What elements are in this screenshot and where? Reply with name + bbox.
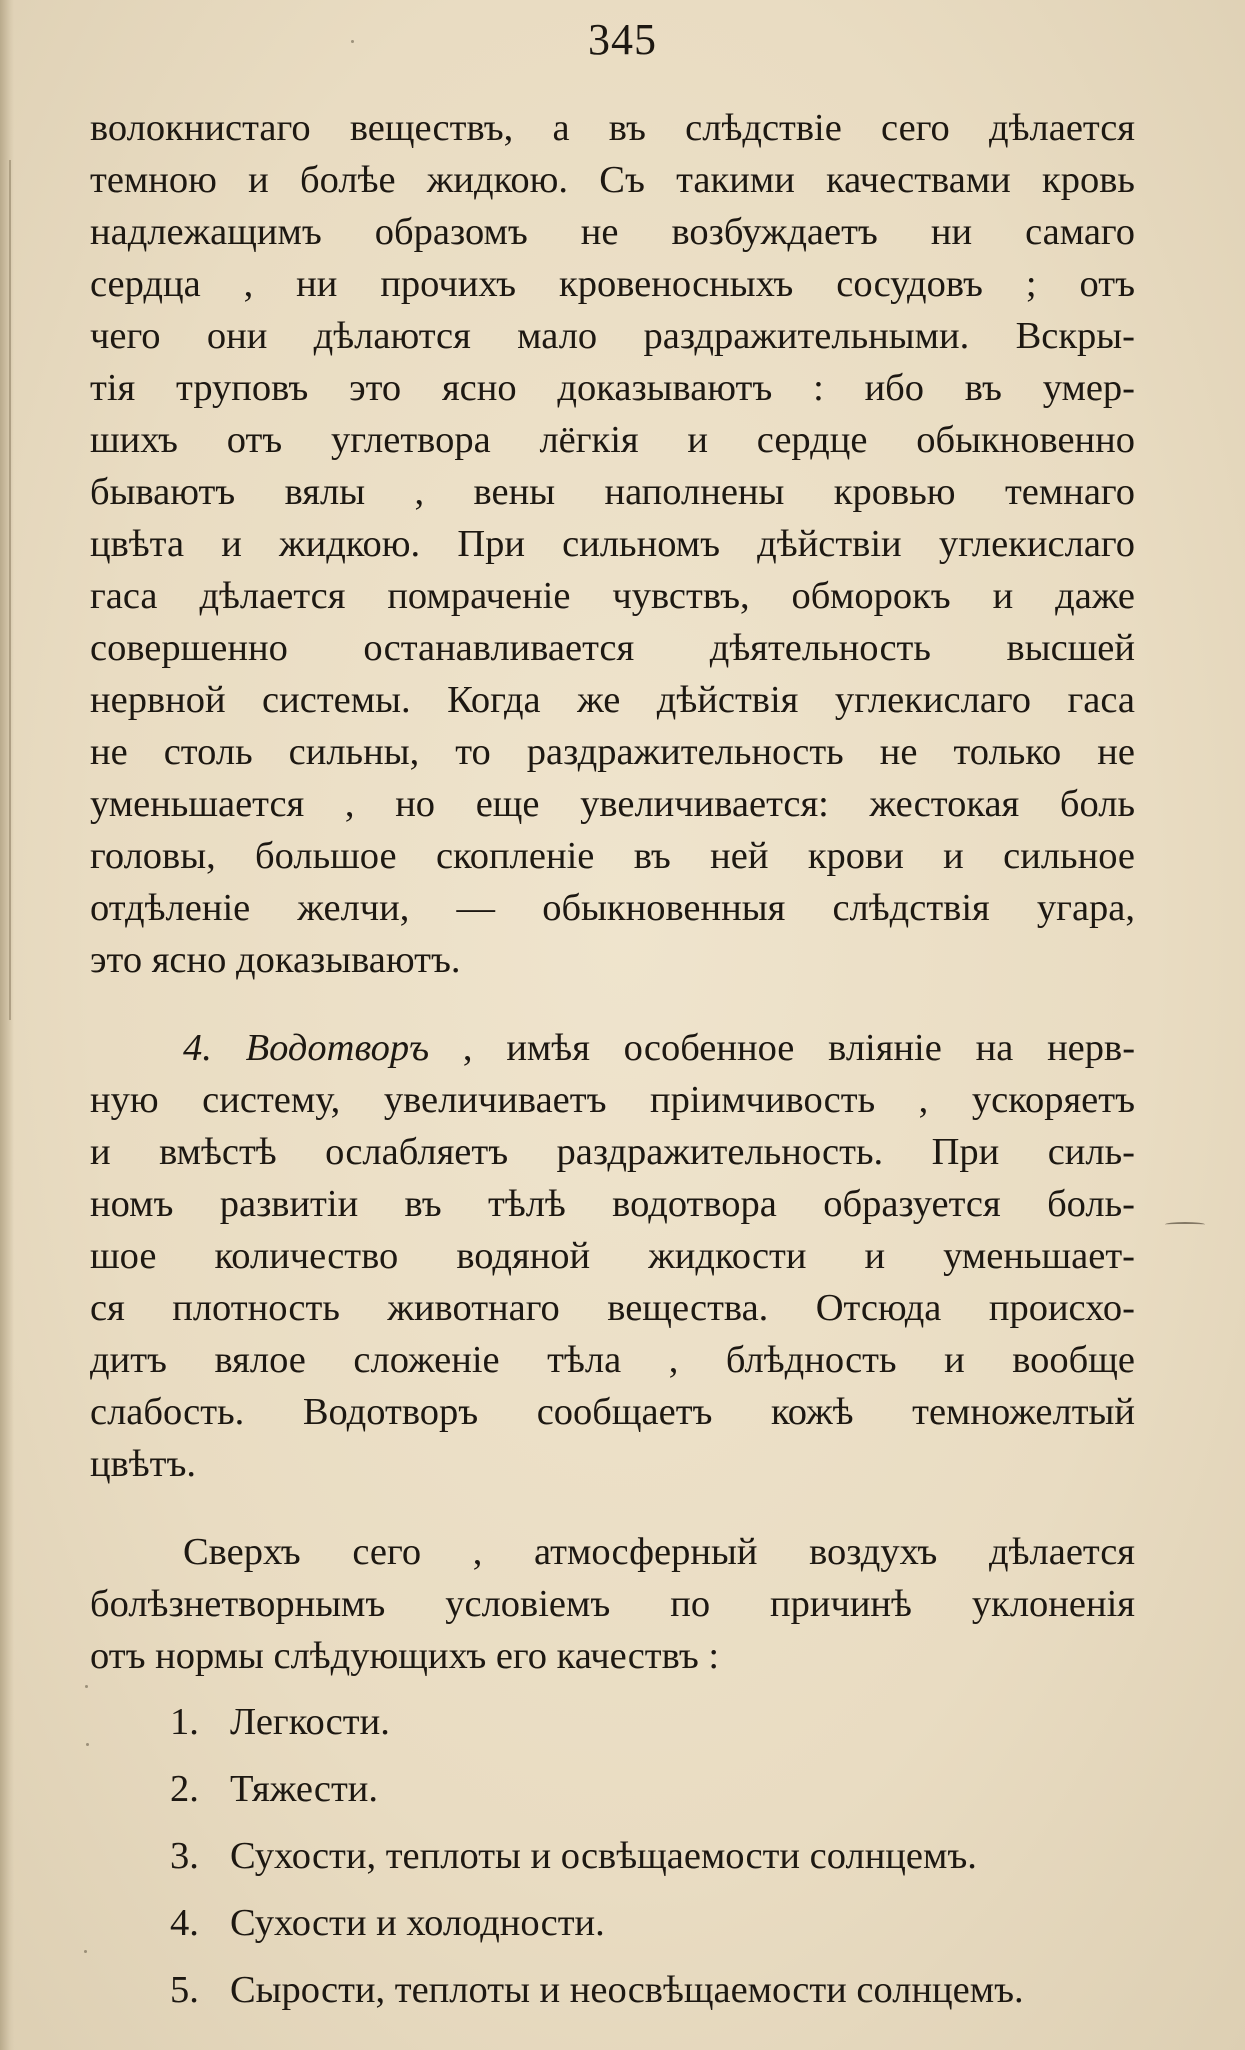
text-line: цвѣта и жидкою. При сильномъ дѣйствіи углекислаго xyxy=(90,523,1135,565)
text-line: болѣзнетворнымъ условіемъ по причинѣ уклоненія xyxy=(90,1583,1135,1625)
text-line: ную систему, увеличиваетъ пріимчивость , ускоряетъ xyxy=(90,1079,1135,1121)
list-number: 5. xyxy=(170,1969,199,2011)
text-line: слабость. Водотворъ сообщаетъ кожѣ темножелтый xyxy=(90,1391,1135,1433)
text-line: уменьшается , но еще увеличивается: жестокая боль xyxy=(90,783,1135,825)
list-number: 1. xyxy=(170,1701,199,1743)
term-vodotvor: Водотворъ xyxy=(245,1027,430,1069)
section-number: 4. xyxy=(183,1027,212,1069)
list-item xyxy=(90,1763,1135,1830)
text-line: отдѣленіе желчи, — обыкновенныя слѣдствія угара, xyxy=(90,887,1135,929)
list-text: Тяжести. xyxy=(230,1768,379,1810)
text-line: бываютъ вялы , вены наполнены кровью темнаго xyxy=(90,471,1135,513)
ink-speck xyxy=(351,40,354,43)
text-line: ся плотность животнаго вещества. Отсюда происхо- xyxy=(90,1287,1135,1329)
text-line: цвѣтъ. xyxy=(90,1443,197,1485)
text-line: дитъ вялое сложеніе тѣла , блѣдность и вообще xyxy=(90,1339,1135,1381)
ink-speck xyxy=(84,1950,87,1953)
text-line: шое количество водяной жидкости и уменьшает- xyxy=(90,1235,1135,1277)
list-item xyxy=(90,1830,1135,1897)
list-number: 3. xyxy=(170,1835,199,1877)
list-item xyxy=(90,1696,1135,1763)
text-line: чего они дѣлаются мало раздражительными. Вскры- xyxy=(90,315,1135,357)
text-line: гаса дѣлается помраченіе чувствъ, обморокъ и даже xyxy=(90,575,1135,617)
text-line: номъ развитіи въ тѣлѣ водотвора образуется боль- xyxy=(90,1183,1135,1225)
list-number: 2. xyxy=(170,1768,199,1810)
text-line: нервной системы. Когда же дѣйствія углекислаго гаса xyxy=(90,679,1135,721)
text-line: шихъ отъ углетвора лёгкія и сердце обыкновенно xyxy=(90,419,1135,461)
qualities-list xyxy=(90,1696,1135,2031)
text-line: отъ нормы слѣдующихъ его качествъ : xyxy=(90,1635,720,1677)
text-line: волокнистаго веществъ, а въ слѣдствіе сего дѣлается xyxy=(90,107,1135,149)
page-edge-line xyxy=(9,160,11,1020)
text-line: совершенно останавливается дѣятельность высшей xyxy=(90,627,1135,669)
list-item xyxy=(90,1897,1135,1964)
text-line: надлежащимъ образомъ не возбуждаетъ ни самаго xyxy=(90,211,1135,253)
text-line: головы, большое скопленіе въ ней крови и сильное xyxy=(90,835,1135,877)
paragraph-3 xyxy=(90,1526,1135,1682)
ink-speck xyxy=(86,1743,89,1746)
list-number: 4. xyxy=(170,1902,199,1944)
ink-speck xyxy=(85,1685,88,1688)
page-binding-edge xyxy=(0,0,14,2050)
list-text: Сухости и холодности. xyxy=(230,1902,605,1944)
text-line: Сверхъ сего , атмосферный воздухъ дѣлается xyxy=(183,1531,1135,1573)
text-line: это ясно доказываютъ. xyxy=(90,939,461,981)
text-fragment: , имѣя особенное вліяніе на нерв- xyxy=(462,1027,1136,1069)
text-line: темною и болѣе жидкою. Съ такими качествами кровь xyxy=(90,159,1135,201)
text-line: не столь сильны, то раздражительность не только не xyxy=(90,731,1135,773)
paragraph-1 xyxy=(90,102,1135,986)
page-body xyxy=(90,102,1135,2031)
list-text: Сухости, теплоты и освѣщаемости солнцемъ. xyxy=(230,1835,977,1877)
list-text: Сырости, теплоты и неосвѣщаемости солнцемъ. xyxy=(230,1969,1024,2011)
page-number: 345 xyxy=(588,15,657,64)
text-line xyxy=(90,1022,1135,1074)
paragraph-2 xyxy=(90,1022,1135,1490)
text-line: и вмѣстѣ ослабляетъ раздражительность. При силь- xyxy=(90,1131,1135,1173)
list-text: Легкости. xyxy=(230,1701,390,1743)
margin-pencil-mark xyxy=(1165,1222,1205,1227)
text-line: сердца , ни прочихъ кровеносныхъ сосудовъ ; отъ xyxy=(90,263,1135,305)
list-item xyxy=(90,1964,1135,2031)
text-line: тія труповъ это ясно доказываютъ : ибо въ умер- xyxy=(90,367,1135,409)
